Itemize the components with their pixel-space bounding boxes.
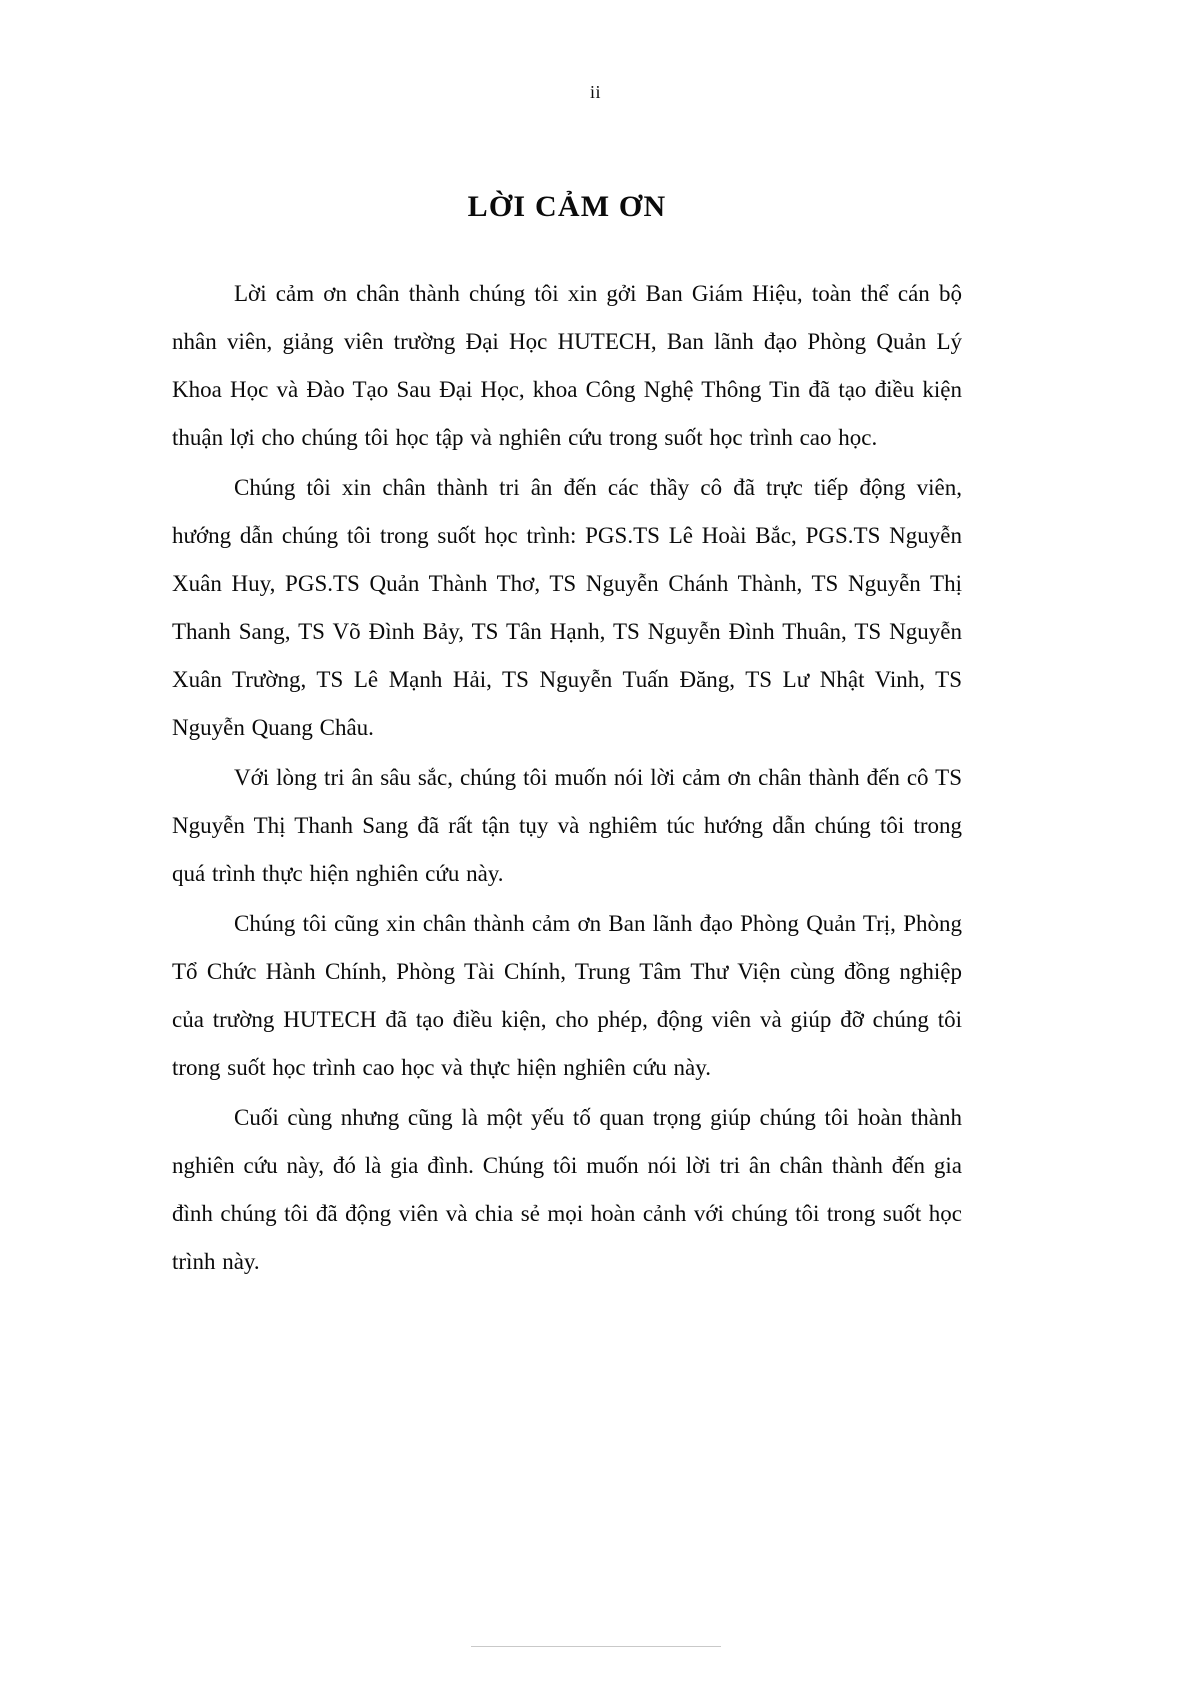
paragraph-2: Chúng tôi xin chân thành tri ân đến các thầy cô đã trực tiếp động viên, hướng dẫn chúng tôi trong suốt học trình: PGS.TS Lê Hoài Bắc, PGS.TS Nguyễn Xuân Huy, PGS.TS Quản Thành Thơ, TS Nguyễn Chánh Thành, TS Nguyễn Thị Thanh Sang, TS Võ Đình Bảy, TS Tân Hạnh, TS Nguyễn Đình Thuân, TS Nguyễn Xuân Trường, TS Lê Mạnh Hải, TS Nguyễn Tuấn Đăng, TS Lư Nhật Vinh, TS Nguyễn Quang Châu. — [172, 475, 962, 740]
paragraph-5: Cuối cùng nhưng cũng là một yếu tố quan trọng giúp chúng tôi hoàn thành nghiên cứu này, đó là gia đình. Chúng tôi muốn nói lời tri ân chân thành đến gia đình chúng tôi đã động viên và chia sẻ mọi hoàn cảnh với chúng tôi trong suốt học trình này. — [172, 1105, 962, 1274]
paragraph-1: Lời cảm ơn chân thành chúng tôi xin gởi Ban Giám Hiệu, toàn thể cán bộ nhân viên, giảng viên trường Đại Học HUTECH, Ban lãnh đạo Phòng Quản Lý Khoa Học và Đào Tạo Sau Đại Học, khoa Công Nghệ Thông Tin đã tạo điều kiện thuận lợi cho chúng tôi học tập và nghiên cứu trong suốt học trình cao học. — [172, 281, 962, 450]
footer-divider — [471, 1646, 721, 1647]
paragraph-3: Với lòng tri ân sâu sắc, chúng tôi muốn nói lời cảm ơn chân thành đến cô TS Nguyễn Thị Thanh Sang đã rất tận tụy và nghiêm túc hướng dẫn chúng tôi trong quá trình thực hiện nghiên cứu này. — [172, 765, 962, 886]
page-title: LỜI CẢM ƠN — [467, 190, 667, 223]
page-content — [172, 190, 962, 1288]
page-number: ii — [589, 82, 601, 102]
paragraph-4: Chúng tôi cũng xin chân thành cảm ơn Ban lãnh đạo Phòng Quản Trị, Phòng Tổ Chức Hành Chính, Phòng Tài Chính, Trung Tâm Thư Viện cùng đồng nghiệp của trường HUTECH đã tạo điều kiện, cho phép, động viên và giúp đỡ chúng tôi trong suốt học trình cao học và thực hiện nghiên cứu này. — [172, 911, 962, 1080]
